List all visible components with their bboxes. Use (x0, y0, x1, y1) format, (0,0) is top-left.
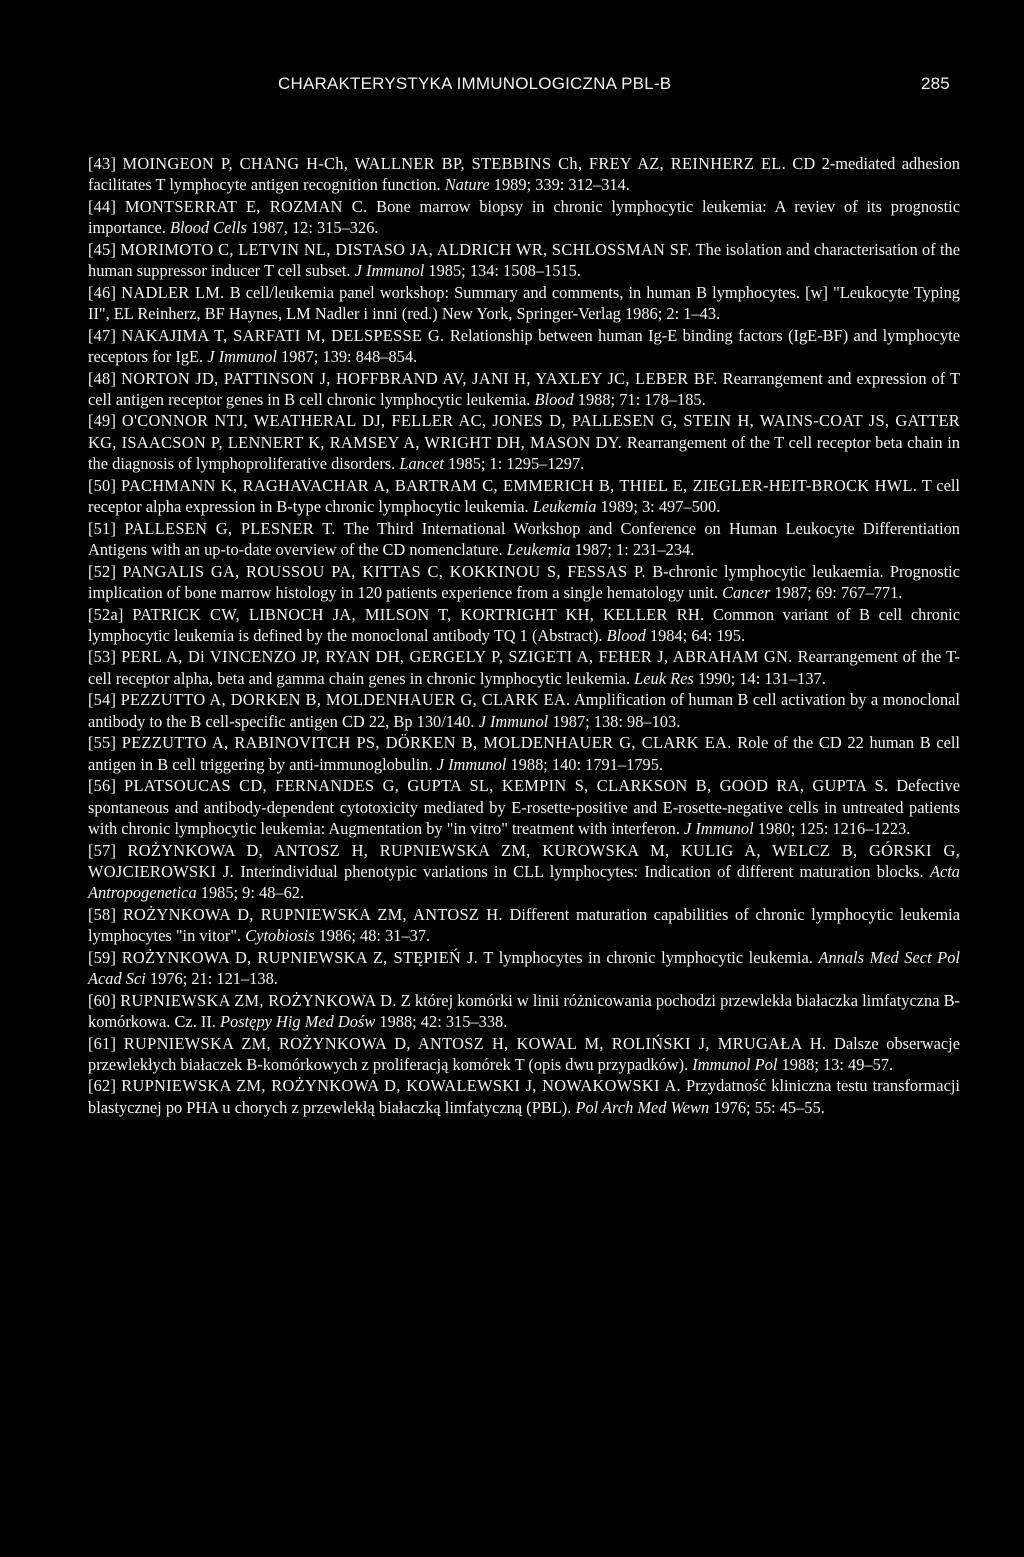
reference-number: [56] (88, 776, 117, 796)
reference-title: T cell receptor alpha expression in B-type chronic lymphocytic leukemia. (88, 475, 960, 517)
reference-details: 1989; 339: 312–314. (493, 175, 630, 195)
reference-authors: ROŻYNKOWA D, ANTOSZ H, RUPNIEWSKA ZM, KUROWSKA M, KULIG A, WELCZ B, GÓRSKI G, WOJCIEROWSKI J. (88, 840, 960, 881)
reference-authors: PEZZUTTO A, RABINOVITCH PS, DÖRKEN B, MOLDENHAUER G, CLARK EA. (121, 733, 732, 753)
reference-number: [43] (88, 154, 117, 173)
page-number: 285 (921, 74, 950, 93)
reference-item (88, 840, 960, 904)
reference-item (88, 732, 960, 775)
reference-number: [59] (88, 947, 117, 967)
reference-authors: MONTSERRAT E, ROZMAN C. (124, 196, 368, 216)
reference-details: 1980; 125: 1216–1223. (757, 819, 911, 839)
reference-item (88, 904, 960, 947)
reference-title: The isolation and characterisation of the human suppressor inducer T cell subset. (88, 239, 960, 281)
reference-title: Rearrangement and expression of T cell antigen receptor genes in B cell chronic lymphocytic leukemia. (88, 368, 960, 409)
reference-journal: Blood (606, 625, 646, 645)
reference-authors: MORIMOTO C, LETVIN NL, DISTASO JA, ALDRICH WR, SCHLOSSMAN SF. (120, 239, 692, 259)
reference-journal: Cancer (722, 583, 771, 603)
reference-journal: Leuk Res (634, 668, 694, 688)
reference-number: [57] (88, 840, 117, 860)
reference-details: 1985; 9: 48–62. (200, 883, 305, 903)
reference-details: 1986; 48: 31–37. (318, 926, 431, 946)
reference-number: [44] (88, 196, 117, 216)
reference-title: Common variant of B cell chronic lymphocytic leukemia is defined by the monoclonal antibody TQ 1 (Abstract). (88, 604, 960, 645)
reference-details: 1985; 134: 1508–1515. (428, 261, 581, 281)
reference-journal: J Immunol (436, 754, 507, 774)
reference-title: Amplification of human B cell activation by a monoclonal antibody to the B cell-specific antigen CD 22, Bp 130/140. (88, 690, 960, 731)
reference-journal: Acta Antropogenetica (88, 861, 960, 903)
reference-authors: PATRICK CW, LIBNOCH JA, MILSON T, KORTRIGHT KH, KELLER RH. (132, 604, 705, 624)
reference-details: 1988; 140: 1791–1795. (510, 754, 664, 774)
reference-journal: J Immunol (684, 819, 754, 839)
reference-item (88, 689, 960, 732)
reference-journal: Pol Arch Med Wewn (575, 1097, 710, 1117)
reference-item (88, 475, 960, 518)
reference-number: [52a] (88, 604, 124, 624)
reference-details: 1988; 42: 315–338. (379, 1012, 508, 1032)
reference-title: The Third International Workshop and Conference on Human Leukocyte Differentiation Antigens with an up-to-date overview of the CD nomenclature. (88, 518, 960, 560)
reference-item (88, 518, 960, 561)
reference-number: [52] (88, 561, 117, 581)
reference-journal: Annals Med Sect Pol Acad Sci (88, 947, 960, 989)
reference-authors: PANGALIS GA, ROUSSOU PA, KITTAS C, KOKKINOU S, FESSAS P. (122, 561, 646, 581)
reference-authors: RUPNIEWSKA ZM, ROŻYNKOWA D, KOWALEWSKI J, NOWAKOWSKI A. (121, 1076, 681, 1096)
reference-journal: J Immunol (207, 347, 277, 367)
reference-title: CD 2-mediated adhesion facilitates T lymphocyte antigen recognition function. (88, 154, 960, 195)
reference-item (88, 775, 960, 839)
reference-journal: Leukemia (506, 540, 571, 560)
running-title: CHARAKTERYSTYKA IMMUNOLOGICZNA PBL-B (278, 74, 672, 93)
reference-authors: O'CONNOR NTJ, WEATHERAL DJ, FELLER AC, JONES D, PALLESEN G, STEIN H, WAINS-COAT JS, GATTER KG, ISAACSON P, LENNERT K, RAMSEY A, WRIGHT DH, MASON DY. (88, 411, 960, 452)
reference-details: 1990; 14: 131–137. (697, 668, 826, 688)
reference-details: 1987; 1: 231–234. (574, 540, 695, 560)
reference-number: [54] (88, 690, 117, 710)
reference-number: [61] (88, 1033, 117, 1053)
reference-journal: Immunol Pol (692, 1055, 778, 1075)
reference-details: 1984; 64: 195. (649, 625, 746, 645)
reference-list (88, 153, 960, 1118)
reference-title: Bone marrow biopsy in chronic lymphocytic leukemia: A reviev of its prognostic importance. (88, 196, 960, 238)
reference-title: B-chronic lymphocytic leukaemia. Prognostic implication of bone marrow histology in 120 patients experience from a single hematology unit. (88, 561, 960, 603)
reference-title: Dalsze obserwacje przewlekłych białaczek B-komórkowych z proliferacją komórek T (opis dwu przypadków). (88, 1033, 960, 1075)
reference-title: Przydatność kliniczna testu transformacji blastycznej po PHA u chorych z przewlekłą białaczką limfatyczną (PBL). (88, 1076, 960, 1117)
reference-item (88, 153, 960, 196)
reference-title: Rearrangement of the T-cell receptor alpha, beta and gamma chain genes in chronic lymphocytic leukemia. (88, 647, 960, 688)
reference-journal: Blood Cells (169, 218, 247, 238)
reference-number: [58] (88, 904, 117, 924)
reference-authors: RUPNIEWSKA ZM, ROŻYNKOWA D. (120, 990, 397, 1010)
reference-number: [55] (88, 733, 117, 753)
reference-item (88, 990, 960, 1033)
reference-details: 1988; 13: 49–57. (781, 1055, 894, 1075)
running-header (0, 74, 1024, 98)
reference-item (88, 1075, 960, 1118)
reference-title: Role of the CD 22 human B cell antigen in B cell triggering by anti-immunoglobulin. (88, 733, 960, 774)
reference-authors: MOINGEON P, CHANG H-Ch, WALLNER BP, STEBBINS Ch, FREY AZ, REINHERZ EL. (122, 154, 786, 173)
reference-item (88, 368, 960, 411)
reference-details: 1987; 69: 767–771. (774, 583, 903, 603)
reference-authors: ROŻYNKOWA D, RUPNIEWSKA Z, STĘPIEŃ J. (121, 947, 479, 967)
reference-details: 1989; 3: 497–500. (600, 497, 721, 517)
reference-title: Interindividual phenotypic variations in CLL lymphocytes: Indication of different maturation blocks. (240, 861, 924, 881)
reference-item (88, 646, 960, 689)
reference-item (88, 282, 960, 325)
reference-details: 1976; 55: 45–55. (713, 1097, 825, 1117)
reference-journal: J Immunol (354, 261, 425, 281)
reference-journal: Leukemia (532, 497, 597, 517)
reference-journal: Blood (534, 389, 574, 409)
reference-authors: NAKAJIMA T, SARFATI M, DELSPESSE G. (121, 325, 445, 345)
reference-journal: J Immunol (478, 711, 549, 731)
reference-details: 1987, 12: 315–326. (251, 218, 379, 238)
reference-number: [45] (88, 239, 117, 259)
reference-number: [49] (88, 411, 117, 431)
reference-title: Different maturation capabilities of chronic lymphocytic leukemia lymphocytes "in vitor". (88, 904, 960, 946)
reference-authors: NADLER LM. (121, 282, 225, 302)
reference-item (88, 196, 960, 239)
reference-authors: PACHMANN K, RAGHAVACHAR A, BARTRAM C, EMMERICH B, THIEL E, ZIEGLER-HEIT-BROCK HWL. (120, 475, 918, 495)
reference-title: Defective spontaneous and antibody-dependent cytotoxicity mediated by E-rosette-positive and E-rosette-negative cells in untreated patients with chronic lymphocytic leukemia: Augmentation by "in vitro" treatment with interferon. (88, 776, 960, 839)
reference-title: Rearrangement of the T cell receptor beta chain in the diagnosis of lymphoproliferative disorders. (88, 432, 960, 474)
reference-authors: PEZZUTTO A, DORKEN B, MOLDENHAUER G, CLARK EA. (120, 690, 571, 710)
reference-item (88, 561, 960, 604)
reference-journal: Postępy Hig Med Dośw (220, 1012, 376, 1032)
reference-authors: PALLESEN G, PLESNER T. (124, 518, 336, 538)
reference-journal: Nature (444, 175, 490, 195)
reference-number: [46] (88, 282, 117, 302)
reference-authors: PERL A, Di VINCENZO JP, RYAN DH, GERGELY P, SZIGETI A, FEHER J, ABRAHAM GN. (121, 647, 793, 667)
reference-details: 1987; 138: 98–103. (552, 711, 681, 731)
reference-number: [50] (88, 475, 117, 495)
reference-item (88, 325, 960, 368)
reference-authors: ROŻYNKOWA D, RUPNIEWSKA ZM, ANTOSZ H. (122, 904, 503, 924)
reference-authors: RUPNIEWSKA ZM, ROŻYNKOWA D, ANTOSZ H, KOWAL M, ROLIŃSKI J, MRUGAŁA H. (123, 1033, 827, 1053)
reference-journal: Cytobiosis (245, 926, 315, 946)
reference-item (88, 410, 960, 474)
reference-number: [60] (88, 990, 117, 1010)
reference-number: [51] (88, 518, 117, 538)
reference-title: Z której komórki w linii różnicowania pochodzi przewlekła białaczka limfatyczna B-komórkowa. Cz. II. (88, 990, 960, 1032)
reference-authors: NORTON JD, PATTINSON J, HOFFBRAND AV, JANI H, YAXLEY JC, LEBER BF. (121, 368, 718, 388)
reference-title: Relationship between human Ig-E binding factors (IgE-BF) and lymphocyte receptors for IgE. (88, 325, 960, 367)
reference-details: 1987; 139: 848–854. (281, 347, 418, 367)
reference-number: [47] (88, 325, 117, 345)
reference-details: 1988; 71: 178–185. (577, 389, 706, 409)
reference-journal: Lancet (399, 454, 444, 474)
reference-details: 1985; 1: 1295–1297. (448, 454, 585, 474)
reference-details: 1976; 21: 121–138. (149, 969, 278, 989)
reference-number: [48] (88, 368, 117, 388)
reference-item (88, 604, 960, 647)
reference-item (88, 947, 960, 990)
reference-item (88, 239, 960, 282)
reference-number: [53] (88, 647, 117, 667)
reference-number: [62] (88, 1076, 117, 1096)
reference-item (88, 1033, 960, 1076)
reference-title: T lymphocytes in chronic lymphocytic leukemia. (483, 947, 813, 967)
reference-authors: PLATSOUCAS CD, FERNANDES G, GUPTA SL, KEMPIN S, CLARKSON B, GOOD RA, GUPTA S. (124, 776, 889, 796)
reference-title: B cell/leukemia panel workshop: Summary and comments, in human B lymphocytes. [w] "Leukocyte Typing II", EL Reinherz, BF Haynes, LM Nadler i inni (red.) New York, Springer-Verlag 1986; 2: 1–43. (88, 282, 960, 324)
